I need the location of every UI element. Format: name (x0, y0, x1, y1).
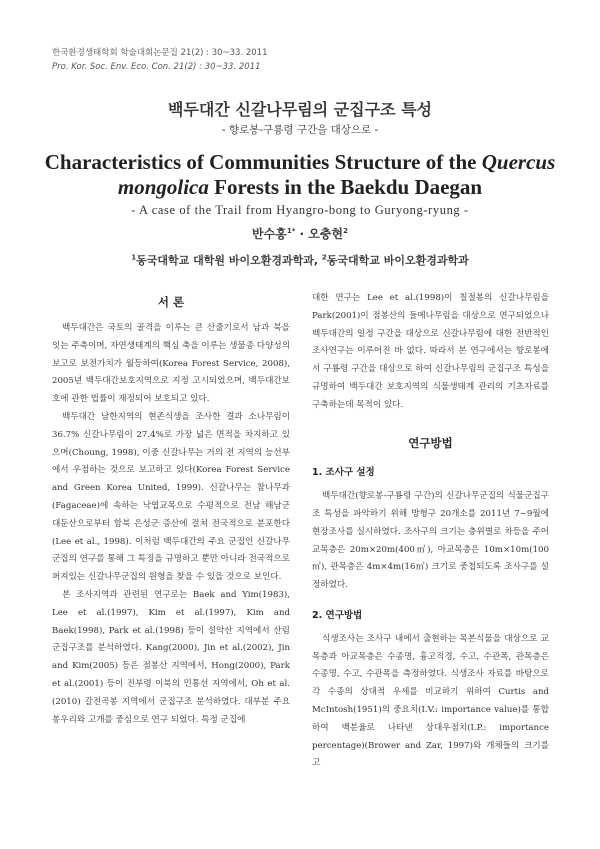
author-2: 오충현 (308, 227, 344, 241)
subsection-2-title: 2. 연구방법 (312, 609, 363, 621)
intro-paragraph-2: 백두대간 남한지역의 현존식생을 조사한 결과 소나무림이 36.7% 신갈나무림이 27.4%로 가장 넓은 면적을 차지하고 있으며(Choung, 1998), 이중 신갈나무는 거의 전 지역의 능선부에서 우점하는 것으로 보고하고 있다(Korea Forest Service and Green Korea United, 1999). 신갈나무는 참나무과(Fagaceae)에 속하는 낙엽교목으로 수평적으로 전남 해남군 대둔산으로부터 함북 은성군 증산에 걸쳐 전국적으로 분포한다(Lee et al., 1998). 이처럼 백두대간의 주요 군집인 신갈나무군집의 연구를 통해 그 특징을 규명하고 뿐만 아니라 전국적으로 퍼져있는 신갈나무군집의 원형을 찾을 수 있을 것으로 보인다. (52, 411, 290, 583)
english-title-part2: Forests in the Baekdu Daegan (208, 175, 483, 199)
left-column (52, 320, 290, 729)
affiliation-1-mark: 1 (131, 253, 137, 262)
author-line (0, 225, 600, 242)
english-title-part1: Characteristics of Communities Structure of the (44, 150, 482, 174)
english-subtitle: - A case of the Trail from Hyangro-bong to Guryong-ryung - (131, 203, 469, 217)
intro-paragraph-1: 백두대간은 국토의 골격을 이루는 큰 산줄기로서 남과 북을 잇는 주축이며, 자연생태계의 핵심 축을 이루는 생물종 다양성의 보고로 보전가치가 월등하여(Korea Forest Service, 2008), 2005년 백두대간보호지역으로 지정 고시되었으며, 백두대간보호에 관한 법률이 재정되어 보호되고 있다. (52, 323, 290, 405)
journal-header-english: Pro. Kor. Soc. Env. Eco. Con. 21(2) : 30~33. 2011 (52, 62, 261, 72)
subsection-1-paragraph: 백두대간(향로봉-구룡령 구간)의 신갈나무군집의 식물군집구조 특성을 파악하기 위해 방형구 20개소를 2011년 7~9월에 현장조사를 실시하였다. 조사구의 크기는 층위별로 차등을 주어 교목층은 20m×20m(400㎡), 아교목층은 10m×10m(100㎡), 관목층은 4m×4m(16㎡) 크기로 중첩되도록 조사구를 설정하였다. (312, 491, 549, 591)
affiliation-1: 동국대학교 대학원 바이오환경과학과, (136, 254, 322, 267)
english-title (0, 150, 600, 200)
affiliation-2: 동국대학교 바이오환경과학과 (326, 254, 469, 267)
affiliation-line (0, 252, 600, 268)
intro-paragraph-continued: 대한 연구는 Lee et al.(1998)이 칠절봉의 신갈나무림을 Park(2001)이 점봉산의 들메나무림을 대상으로 연구되었으나 백두대간의 일정 구간을 대상으로 신갈나무림에 대한 전반적인 조사연구는 이루어진 바 없다. 따라서 본 연구에서는 향로봉에서 구룡령 구간을 대상으로 하여 신갈나무림의 군집구조 특성을 규명하여 백두대간 보호지역의 식물생태계 관리의 기초자료를 구축하는데 목적이 있다. (312, 293, 549, 410)
korean-subtitle: - 향로봉-구룡령 구간을 대상으로 - (221, 124, 379, 136)
subsection-2-paragraph: 식생조사는 조사구 내에서 출현하는 목본식물을 대상으로 교목층과 아교목층은 수종명, 흉고직경, 수고, 수관폭, 관목층은 수종명, 수고, 수관폭을 측정하였다. 식생조사 자료를 바탕으로 각 수종의 상대적 우세를 비교하기 위하여 Curtis and McIntosh(1951)의 중요치(I.V.: importance value)를 통합하여 백분율로 나타낸 상대우점치(I.P.: importance percentage)(Brower and Zar, 1997)와 개체들의 크기를 고 (312, 633, 549, 769)
subsection-1-title: 1. 조사구 설정 (312, 467, 375, 479)
section-introduction-title: 서 론 (157, 295, 185, 309)
korean-title: 백두대간 신갈나무림의 군집구조 특성 (167, 100, 432, 119)
author-separator: · (295, 227, 309, 241)
intro-paragraph-3: 본 조사지역과 관련된 연구로는 Baek and Yim(1983), Lee et al.(1997), Kim et al.(1997), Kim and Baek(1998), Park et al.(1998) 등이 설악산 지역에서 산림군집구조를 분석하였다. Kang(2000), Jin et al.(2002), Jin and Kim(2005) 등은 점봉산 지역에서, Hong(2000), Park et al.(2001) 등이 진부령 이북의 민통선 지역에서, Oh et al.(2010) 갈전곡봉 지역에서 군집구조 분석하였다. 대부분 주요 봉우리와 고개를 중심으로 연구 되었다. 특정 군집에 (52, 589, 290, 725)
affiliation-2-mark: 2 (321, 253, 327, 262)
author-1-mark: 1* (286, 227, 296, 235)
english-title-species: Quercus mongolica (117, 150, 556, 199)
section-methods-title: 연구방법 (408, 435, 453, 450)
author-1: 반수홍 (252, 227, 287, 241)
right-column (312, 290, 549, 773)
journal-header-korean: 한국환경생태학회 학술대회논문집 21(2) : 30~33. 2011 (52, 48, 268, 58)
author-2-mark: 2 (343, 227, 348, 235)
